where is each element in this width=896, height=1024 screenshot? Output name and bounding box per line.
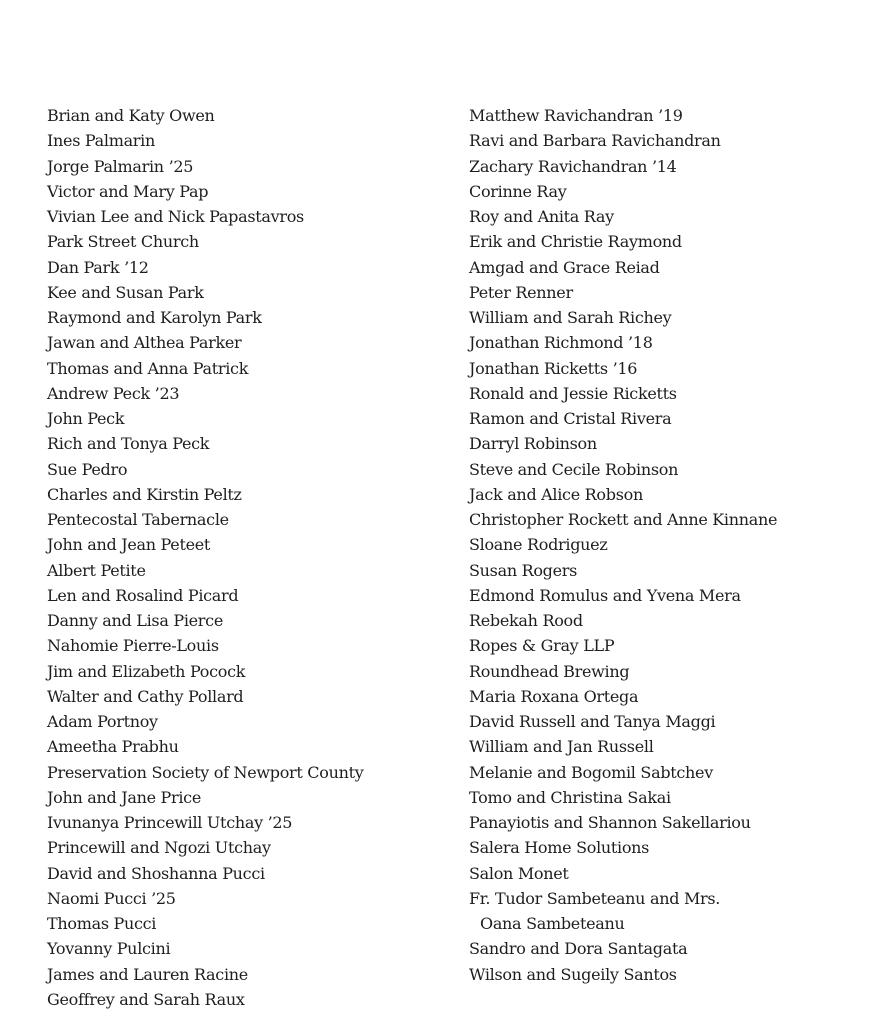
donor-name: Ravi and Barbara Ravichandran <box>469 131 721 151</box>
donor-name: Preservation Society of Newport County <box>47 762 364 782</box>
donor-name: Charles and Kirstin Peltz <box>47 484 242 504</box>
donor-name: Victor and Mary Pap <box>47 181 209 201</box>
donor-name: Vivian Lee and Nick Papastavros <box>47 207 304 226</box>
donor-name: Corinne Ray <box>469 181 567 201</box>
donor-name: John Peck <box>47 409 125 428</box>
donor-name: Danny and Lisa Pierce <box>47 611 223 630</box>
donor-name: Brian and Katy Owen <box>47 106 215 125</box>
donor-name: Rebekah Rood <box>469 611 583 630</box>
donor-name: Jonathan Ricketts ’16 <box>469 358 638 378</box>
donor-name: Naomi Pucci ’25 <box>47 888 176 908</box>
donor-name: Panayiotis and Shannon Sakellariou <box>469 813 751 832</box>
donor-name: Albert Petite <box>47 560 146 580</box>
donor-name: Geoffrey and Sarah Raux <box>47 989 245 1009</box>
donor-name: Edmond Romulus and Yvena Mera <box>469 585 741 605</box>
donor-name: Ropes & Gray LLP <box>469 636 615 656</box>
donor-name: David and Shoshanna Pucci <box>47 863 265 883</box>
donor-name: Ramon and Cristal Rivera <box>469 409 672 428</box>
donor-name: Ivunanya Princewill Utchay ’25 <box>47 813 293 832</box>
donor-name: Pentecostal Tabernacle <box>47 510 229 529</box>
donor-name: Sue Pedro <box>47 459 128 479</box>
donor-name: John and Jean Peteet <box>47 535 211 555</box>
donor-name: Matthew Ravichandran ’19 <box>469 106 683 125</box>
donor-name: Salera Home Solutions <box>469 838 650 858</box>
donor-name: John and Jane Price <box>47 787 201 807</box>
donor-name: Oana Sambeteanu <box>480 914 625 933</box>
donor-name: Susan Rogers <box>469 560 578 580</box>
donor-name: Jim and Elizabeth Pocock <box>47 661 246 681</box>
donor-name: Walter and Cathy Pollard <box>47 686 244 706</box>
donor-name: Roy and Anita Ray <box>469 207 614 226</box>
donor-name: Amgad and Grace Reiad <box>469 257 660 277</box>
donor-name: David Russell and Tanya Maggi <box>469 712 716 731</box>
donor-name: Ameetha Prabhu <box>47 737 179 757</box>
donor-name: Raymond and Karolyn Park <box>47 308 262 327</box>
donor-name: Yovanny Pulcini <box>47 939 171 959</box>
donor-name: Rich and Tonya Peck <box>47 434 210 454</box>
donor-name: Adam Portnoy <box>47 712 158 731</box>
donor-name: Sandro and Dora Santagata <box>469 939 688 959</box>
donor-name: Roundhead Brewing <box>469 661 630 681</box>
donor-name: Kee and Susan Park <box>47 282 204 302</box>
donor-name: Fr. Tudor Sambeteanu and Mrs. <box>469 888 721 908</box>
donor-name: Salon Monet <box>469 863 569 883</box>
donor-name: Melanie and Bogomil Sabtchev <box>469 762 713 782</box>
donor-name: Peter Renner <box>469 282 573 302</box>
donor-name: Thomas and Anna Patrick <box>47 358 249 378</box>
donor-name: Jawan and Althea Parker <box>47 333 242 353</box>
donor-name: Wilson and Sugeily Santos <box>469 964 677 984</box>
donor-name: Maria Roxana Ortega <box>469 686 639 706</box>
donor-name: Jonathan Richmond ’18 <box>469 333 653 353</box>
donor-list-right <box>469 103 889 987</box>
donor-name: Steve and Cecile Robinson <box>469 459 679 479</box>
donor-name: Jack and Alice Robson <box>469 484 643 504</box>
donor-list-left <box>47 103 447 1012</box>
donor-name: Tomo and Christina Sakai <box>469 787 671 807</box>
donor-name: Sloane Rodriguez <box>469 535 608 555</box>
donor-name: William and Jan Russell <box>469 737 654 757</box>
donor-name: Park Street Church <box>47 232 199 252</box>
donor-name: Christopher Rockett and Anne Kinnane <box>469 510 778 529</box>
donor-name: Nahomie Pierre-Louis <box>47 636 219 656</box>
donor-name: Ines Palmarin <box>47 131 155 151</box>
donor-name: Dan Park ’12 <box>47 257 149 277</box>
donor-name: Andrew Peck ’23 <box>47 383 180 403</box>
donor-name: Zachary Ravichandran ’14 <box>469 156 677 176</box>
donor-name: Len and Rosalind Picard <box>47 585 239 605</box>
donor-name: Jorge Palmarin ’25 <box>47 156 194 176</box>
donor-name: Ronald and Jessie Ricketts <box>469 383 677 403</box>
donor-name: Darryl Robinson <box>469 434 597 454</box>
donor-name: James and Lauren Racine <box>47 964 248 984</box>
donor-name: William and Sarah Richey <box>469 308 672 327</box>
donor-name: Erik and Christie Raymond <box>469 232 682 252</box>
donor-name: Princewill and Ngozi Utchay <box>47 838 271 858</box>
donor-name: Thomas Pucci <box>47 914 157 933</box>
